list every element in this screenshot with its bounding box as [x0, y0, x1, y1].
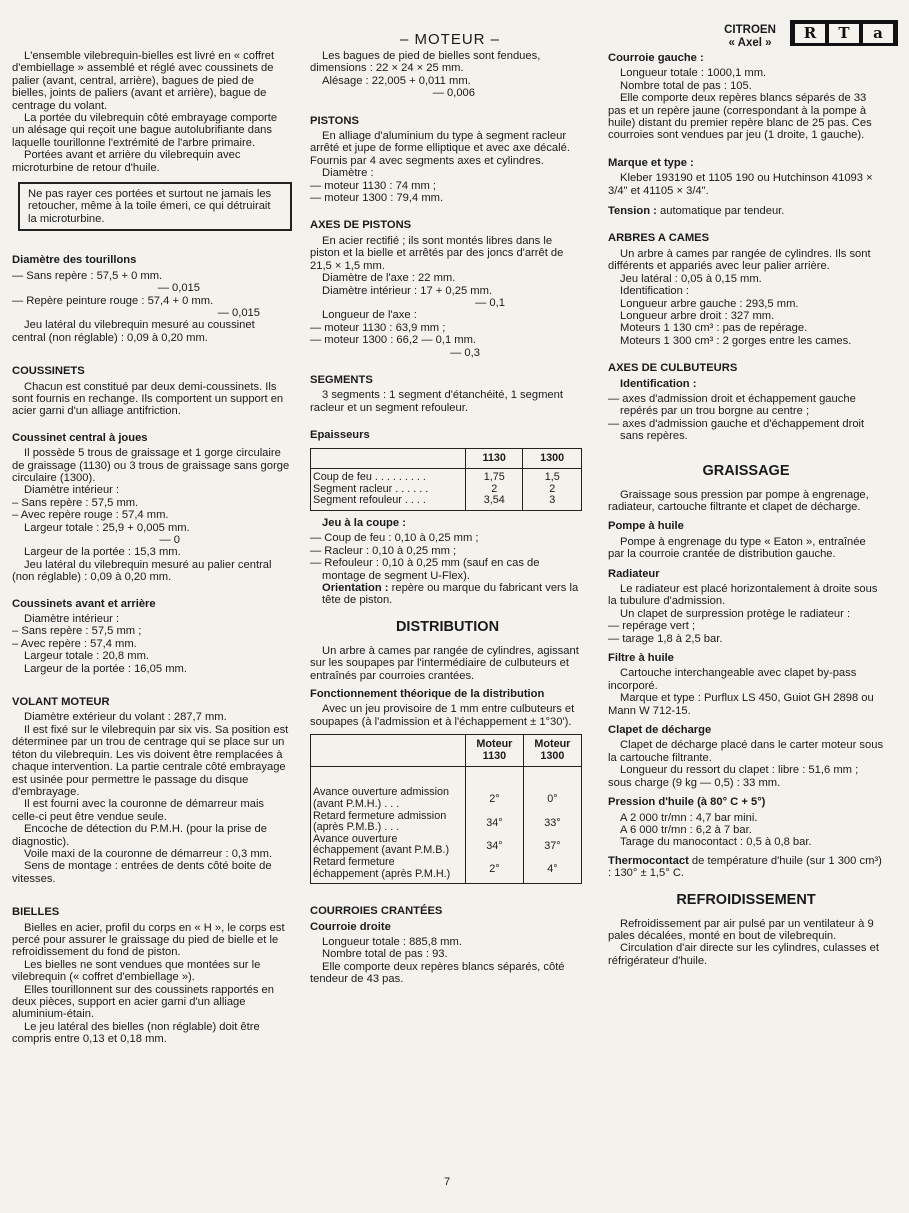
paragraph: Il possède 5 trous de graissage et 1 gorge circulaire de graissage (1130) ou 3 trous de graissage sans gorge circulaire (1300).	[12, 447, 290, 484]
cell-value: 2°	[489, 862, 500, 875]
brand-model: « Axel »	[728, 37, 772, 49]
text-line: Jeu latéral : 0,05 à 0,15 mm.	[620, 272, 762, 285]
subsection-heading: Coussinet central à joues	[12, 431, 148, 444]
text-line: Moteurs 1 130 cm³ : pas de repérage.	[620, 322, 808, 335]
subsection-heading: Epaisseurs	[310, 429, 370, 442]
table-cell	[523, 767, 581, 884]
text-line: — 0,006	[432, 87, 475, 100]
text-line: — 0,015	[157, 282, 200, 295]
column-middle	[310, 50, 585, 986]
page-number: 7	[444, 1176, 451, 1188]
brand-name: CITROEN	[724, 24, 776, 36]
table-header: 1130	[466, 448, 523, 469]
text-line: — repérage vert ;	[608, 620, 696, 633]
cell-value: 3	[549, 494, 556, 507]
section-heading: REFROIDISSEMENT	[676, 891, 816, 908]
paragraph: En acier rectifié ; ils sont montés libres dans le piston et la bielle et arrêtés par des joncs d'arrêt de 21,5 × 1,5 mm.	[310, 234, 564, 272]
section-heading: AXES DE PISTONS	[310, 219, 412, 232]
paragraph	[608, 205, 884, 217]
paragraph: L'ensemble vilebrequin-bielles est livré en « coffret d'embiellage » assemblé et réglé avec coussinets de palier (avant, central, arrière), bagues de pied de bielles, joints de paliers (avant et arrière), bague de centrage du volant.	[12, 50, 275, 112]
text-line: — tarage 1,8 à 2,5 bar.	[608, 632, 723, 645]
paragraph: Les bagues de pied de bielles sont fendues, dimensions : 22 × 24 × 25 mm.	[310, 50, 541, 75]
cell-value: 2°	[489, 793, 500, 806]
paragraph: Sens de montage : entrées de dents côté boite de vitesses.	[12, 860, 272, 885]
paragraph: Bielles en acier, profil du corps en « H », le corps est percé pour assurer le graissage du pied de bielle et le refroidissement du fond de piston.	[12, 921, 285, 959]
subsection-heading: Marque et type :	[608, 156, 694, 169]
table-cell	[466, 469, 523, 511]
cell-value: 1,5	[544, 471, 560, 484]
text-line: Diamètre intérieur :	[24, 484, 120, 497]
inline-label: Tension :	[608, 205, 657, 218]
thickness-table	[310, 448, 582, 511]
paragraph: Elle comporte deux repères blancs séparés, côté tendeur de 43 pas.	[310, 960, 565, 986]
paragraph: Un arbre à cames par rangée de cylindres. Ils sont différents et appariés avec leur palier arrière.	[608, 247, 871, 273]
section-heading: COUSSINETS	[12, 365, 85, 378]
text-line: — moteur 1300 : 79,4 mm.	[310, 192, 444, 205]
logo-letter-t: T	[829, 24, 859, 43]
timing-table	[310, 734, 582, 884]
table-header-row	[311, 448, 582, 469]
table-header: Moteur 1130	[466, 735, 524, 767]
text-line: Tarage du manocontact : 0,5 à 0,8 bar.	[620, 836, 812, 849]
table-cell	[523, 469, 582, 511]
text-line: — axes d'admission gauche et d'échappement droit sans repères.	[608, 417, 865, 443]
paragraph: Longueur du ressort du clapet : libre : 51,6 mm ; sous charge (9 kg — 0,5) : 33 mm.	[608, 764, 859, 789]
text-line: Longueur arbre droit : 327 mm.	[620, 309, 775, 322]
paragraph: La portée du vilebrequin côté embrayage comporte un alésage qui reçoit une bague autolubrifiante dans laquelle tourillonne l'extrémité de l'arbre primaire.	[12, 112, 278, 149]
paragraph: Jeu latéral du vilebrequin mesuré au coussinet central (non réglable) : 0,09 à 0,20 mm.	[12, 319, 255, 344]
text-line: A 2 000 tr/mn : 4,7 bar mini.	[620, 811, 758, 824]
paragraph: Elles tourillonnent sur des coussinets rapportés en deux pièces, support en acier garni d'un alliage aluminium-étain.	[12, 983, 274, 1021]
text-line: A 6 000 tr/mn : 6,2 à 7 bar.	[620, 823, 752, 836]
text-line: Diamètre :	[322, 167, 374, 180]
paragraph: En alliage d'aluminium du type à segment racleur arrêté et jupe de forme elliptique et avec axe décalé. Fournis par 4 avec segments axes et cylindres.	[310, 130, 570, 167]
section-heading: GRAISSAGE	[702, 462, 790, 479]
table-cell	[311, 469, 466, 511]
cell-value: 1,75	[483, 471, 505, 484]
row-label: Coup de feu . . . . . . . . .	[313, 471, 426, 484]
subsection-heading: Courroie droite	[310, 920, 391, 933]
section-heading: SEGMENTS	[310, 373, 373, 386]
section-heading: AXES DE CULBUTEURS	[608, 362, 738, 375]
table-header	[311, 448, 466, 469]
text-line: Identification :	[620, 285, 690, 298]
paragraph: Le radiateur est placé horizontalement à droite sous la tubulure d'admission.	[608, 583, 878, 608]
section-heading: PISTONS	[310, 114, 359, 127]
paragraph	[310, 582, 585, 607]
section-heading: DISTRIBUTION	[395, 618, 500, 635]
text-line: Largeur totale : 25,9 + 0,005 mm.	[24, 521, 190, 534]
text-line: Longueur totale : 1000,1 mm.	[620, 67, 767, 80]
text-line: – Avec repère : 57,4 mm.	[12, 637, 137, 650]
paragraph: Circulation d'air directe sur les cylindres, culasses et réfrigérateur d'huile.	[608, 942, 879, 967]
text-line: Alésage : 22,005 + 0,011 mm.	[322, 74, 471, 87]
paragraph: Refroidissement par air pulsé par un ventilateur à 9 pales décalées, monté en bout de vilebrequin.	[608, 917, 874, 942]
section-heading: Diamètre des tourillons	[12, 254, 137, 267]
cell-value: 33°	[544, 816, 561, 829]
table-cell	[311, 767, 466, 884]
text-line: — Sans repère : 57,5 + 0 mm.	[12, 269, 163, 282]
text-line: — Refouleur : 0,10 à 0,25 mm (sauf en cas de montage de segment U-Flex).	[310, 557, 540, 582]
subsection-heading: Fonctionnement théorique de la distribution	[310, 688, 545, 700]
table-header: 1300	[523, 448, 582, 469]
paragraph: Il est fixé sur le vilebrequin par six vis. Sa position est déterminee par un trou de centrage qui se place sur un téton du vilebrequin. Les vis doivent être remplacées à chaque intervention. La partie centrale côté embrayage est usinée pour permettre le passage du disque d'embrayage.	[12, 723, 289, 798]
row-label: Segment racleur . . . . . .	[313, 482, 429, 495]
text-line: — 0,3	[450, 346, 480, 359]
subsection-heading: Pression d'huile (à 80° C + 5°)	[608, 796, 766, 809]
paragraph: Encoche de détection du P.M.H. (pour la prise de diagnostic).	[12, 823, 267, 848]
subsection-heading: Identification :	[620, 377, 697, 390]
paragraph: Chacun est constitué par deux demi-coussinets. Ils sont fournis en rechange. Ils comportent un support en acier garni d'un alliage antifriction.	[12, 380, 284, 418]
paragraph: Un clapet de surpression protège le radiateur :	[620, 607, 851, 620]
paragraph: Marque et type : Purflux LS 450, Guiot GH 2898 ou Mann W 712-15.	[608, 692, 874, 717]
paragraph: Kleber 193190 et 1105 190 ou Hutchinson 41093 × 3/4" et 41105 × 3/4".	[608, 172, 873, 197]
paragraph: Voile maxi de la couronne de démarreur : 0,3 mm.	[24, 847, 273, 860]
inline-text: de température d'huile (sur 1 300 cm³) : 130° ± 1,5° C.	[608, 854, 882, 880]
paragraph	[608, 855, 884, 880]
inline-text: repère ou marque du fabricant vers la tête de piston.	[322, 581, 579, 607]
paragraph: Les bielles ne sont vendues que montées sur le vilebrequin (« coffret d'embiellage »).	[12, 958, 261, 984]
cell-value: 3,54	[483, 494, 505, 507]
section-heading: ARBRES A CAMES	[608, 232, 710, 245]
cell-value: 37°	[544, 839, 561, 852]
subsection-heading: Courroie gauche :	[608, 52, 704, 64]
paragraph: Cartouche interchangeable avec clapet by-pass incorporé.	[608, 667, 857, 692]
text-line: Diamètre intérieur : 17 + 0,25 mm.	[322, 284, 493, 297]
text-line: — moteur 1130 : 63,9 mm ;	[310, 321, 446, 334]
paragraph: Un arbre à cames par rangée de cylindres, agissant sur les soupapes par l'intermédiaire de culbuteurs et entraînés par courroies crantées.	[310, 644, 579, 682]
paragraph: Elle comporte deux repères blancs séparés de 33 pas et un repère jaune (correspondant à la pompe à huile) distant du premier repère blanc de 25 pas. Ces courroies sont vendues par jeu (1 droite, 1 gauche).	[608, 92, 872, 142]
text-line: Nombre total de pas : 93.	[322, 948, 448, 961]
text-line: — Repère peinture rouge : 57,4 + 0 mm.	[12, 294, 214, 307]
subsection-heading: Clapet de décharge	[608, 724, 712, 737]
text-line: Nombre total de pas : 105.	[620, 79, 752, 92]
rta-logo	[790, 20, 898, 46]
text-line: – Avec repère rouge : 57,4 mm.	[12, 509, 169, 522]
column-left	[12, 50, 290, 1046]
inline-text: automatique par tendeur.	[656, 205, 785, 218]
row-label: Avance ouverture échappement (avant P.M.B.)	[313, 832, 450, 857]
table-header-row	[311, 735, 582, 767]
cell-value: 34°	[486, 816, 503, 829]
text-line: – Sans repère : 57,5 mm.	[12, 496, 139, 509]
section-heading: BIELLES	[12, 906, 60, 919]
table-header	[311, 735, 466, 767]
text-line: – Sans repère : 57,5 mm ;	[12, 625, 142, 638]
text-line: — moteur 1300 : 66,2 — 0,1 mm.	[310, 334, 477, 347]
text-line: Largeur de la portée : 15,3 mm.	[24, 546, 181, 559]
paragraph: Jeu latéral du vilebrequin mesuré au palier central (non réglable) : 0,09 à 0,20 mm.	[12, 558, 272, 584]
section-heading: VOLANT MOTEUR	[12, 696, 110, 709]
paragraph: Portées avant et arrière du vilebrequin avec microturbine de retour d'huile.	[12, 149, 241, 174]
text-line: Longueur totale : 885,8 mm.	[322, 935, 462, 948]
text-line: Largeur totale : 20,8 mm.	[24, 650, 149, 663]
paragraph: Le jeu latéral des bielles (non réglable) doit être compris entre 0,13 et 0,18 mm.	[12, 1020, 260, 1046]
column-right	[608, 50, 884, 967]
table-row	[311, 469, 582, 511]
text-line: — Coup de feu : 0,10 à 0,25 mm ;	[310, 532, 479, 545]
row-label: Retard fermeture admission (après P.M.B.) . . .	[313, 809, 447, 834]
paragraph: Graissage sous pression par pompe à engrenage, radiateur, cartouche filtrante et clapet de décharge.	[608, 488, 869, 513]
subsection-heading: Radiateur	[608, 567, 660, 580]
cell-value: 4°	[547, 862, 558, 875]
subsection-heading: Jeu à la coupe :	[322, 516, 406, 529]
text-line: — 0,1	[475, 296, 505, 309]
warning-note: Ne pas rayer ces portées et surtout ne jamais les retoucher, même à la toile émeri, ce qui détruirait la microturbine.	[18, 182, 292, 231]
table-header: Moteur 1300	[523, 735, 581, 767]
page-title: – MOTEUR –	[399, 31, 500, 48]
section-heading: COURROIES CRANTÉES	[310, 905, 443, 918]
text-line: Moteurs 1 300 cm³ : 2 gorges entre les cames.	[620, 334, 852, 347]
table-cell	[466, 767, 524, 884]
inline-label: Thermocontact	[608, 854, 689, 867]
subsection-heading: Pompe à huile	[608, 520, 684, 533]
paragraph: Diamètre extérieur du volant : 287,7 mm.	[24, 711, 227, 724]
paragraph: Clapet de décharge placé dans le carter moteur sous la cartouche filtrante.	[608, 739, 884, 764]
cell-value: 0°	[547, 793, 558, 806]
subsection-heading: Coussinets avant et arrière	[12, 597, 156, 610]
cell-value: 34°	[486, 839, 503, 852]
text-line: Diamètre intérieur :	[24, 613, 120, 626]
row-label: Segment refouleur . . . .	[313, 494, 426, 507]
text-line: — Racleur : 0,10 à 0,25 mm ;	[310, 544, 457, 557]
brand-label	[715, 24, 785, 50]
text-line: Largeur de la portée : 16,05 mm.	[24, 662, 187, 675]
subsection-heading: Filtre à huile	[608, 652, 674, 665]
row-label: Avance ouverture admission (avant P.M.H.) . . .	[313, 786, 450, 810]
text-line: Longueur de l'axe :	[322, 309, 417, 322]
inline-label: Orientation :	[322, 581, 389, 594]
row-label: Retard fermeture échappement (après P.M.H.)	[313, 855, 451, 880]
text-line: — axes d'admission droit et échappement gauche repérés par un trou borgne au centre ;	[608, 392, 856, 418]
logo-letter-r: R	[795, 24, 825, 43]
text-line: — 0	[159, 534, 180, 546]
text-line: Longueur arbre gauche : 293,5 mm.	[620, 297, 799, 310]
table-row	[311, 767, 582, 884]
paragraph: Avec un jeu provisoire de 1 mm entre culbuteurs et soupapes (à l'admission et à l'échappement ± 1°30').	[310, 703, 575, 728]
text-line: — 0,015	[217, 306, 260, 319]
paragraph: Pompe à engrenage du type « Eaton », entraînée par la courroie crantée de distribution gauche.	[608, 535, 866, 561]
text-line: — moteur 1130 : 74 mm ;	[310, 179, 437, 192]
cell-value: 2	[549, 482, 556, 495]
text-line: Diamètre de l'axe : 22 mm.	[322, 272, 456, 285]
paragraph: 3 segments : 1 segment d'étanchéité, 1 segment racleur et un segment refouleur.	[310, 389, 563, 414]
paragraph: Il est fourni avec la couronne de démarreur mais celle-ci peut être vendue seule.	[12, 798, 265, 823]
logo-letter-a: a	[863, 24, 893, 43]
cell-value: 2	[491, 482, 498, 495]
